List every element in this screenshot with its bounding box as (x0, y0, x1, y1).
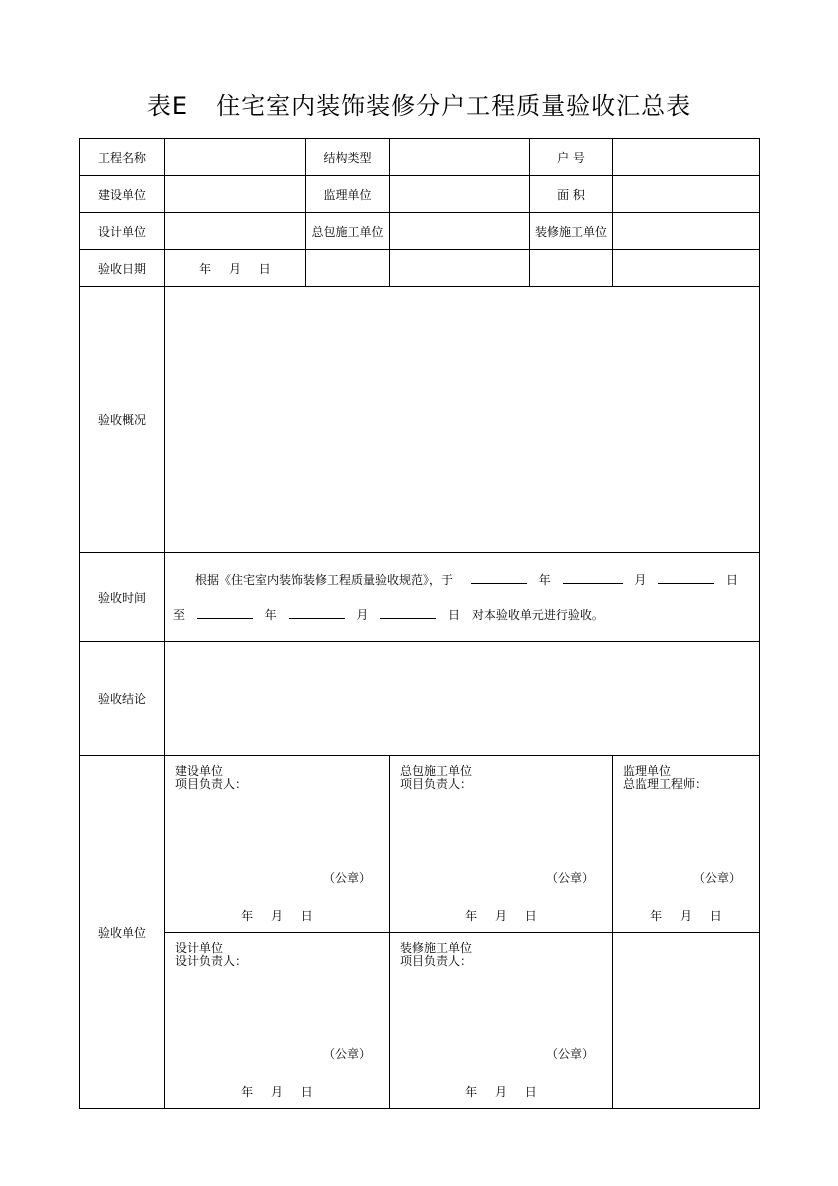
supervisor-sign-person: 总监理工程师： (623, 777, 708, 791)
accept-date-field[interactable] (165, 250, 306, 287)
acceptance-time-line2 (165, 606, 759, 623)
start-day-label: 日 (726, 573, 739, 587)
acceptance-summary-table (79, 138, 760, 1109)
accept-date-label: 验收日期 (80, 250, 165, 287)
row-signatures-1 (80, 756, 760, 933)
project-name-label: 工程名称 (80, 139, 165, 176)
general-contractor-sign-date: 年 月 日 (465, 909, 537, 923)
form-code: 表E (146, 92, 189, 120)
project-name-field[interactable] (165, 139, 306, 176)
end-year-blank[interactable] (197, 606, 253, 619)
designer-sign-person: 设计负责人： (175, 954, 248, 968)
supervisor-field[interactable] (390, 176, 530, 213)
builder-sign-name: 建设单位 (175, 764, 224, 778)
row-acceptance-time (80, 553, 760, 642)
designer-signature-block[interactable] (165, 933, 390, 1109)
decoration-contractor-sign-date: 年 月 日 (465, 1085, 537, 1099)
empty-signature-block[interactable] (613, 933, 760, 1109)
end-month-label: 月 (356, 608, 369, 622)
blank-cell[interactable] (390, 250, 530, 287)
end-month-blank[interactable] (289, 606, 345, 619)
blank-cell[interactable] (613, 250, 760, 287)
unit-no-field[interactable] (613, 139, 760, 176)
builder-label: 建设单位 (80, 176, 165, 213)
supervisor-sign-date: 年 月 日 (650, 909, 722, 923)
decoration-contractor-signature-block[interactable] (390, 933, 613, 1109)
general-contractor-sign-name: 总包施工单位 (400, 764, 473, 778)
start-year-label: 年 (538, 573, 551, 587)
form-title (0, 86, 838, 126)
structure-type-label: 结构类型 (306, 139, 390, 176)
row-builder (80, 176, 760, 213)
builder-seal: （公章） (322, 871, 371, 885)
row-designer (80, 213, 760, 250)
supervisor-sign-name: 监理单位 (623, 764, 672, 778)
unit-no-label: 户 号 (530, 139, 613, 176)
designer-field[interactable] (165, 213, 306, 250)
start-month-label: 月 (634, 573, 647, 587)
acceptance-time-label: 验收时间 (80, 553, 165, 642)
overview-label: 验收概况 (80, 287, 165, 553)
general-contractor-signature-block[interactable] (390, 756, 613, 933)
general-contractor-label: 总包施工单位 (306, 213, 390, 250)
decoration-contractor-sign-name: 装修施工单位 (400, 941, 473, 955)
row-conclusion (80, 642, 760, 756)
acceptance-time-intro: 根据《住宅室内装饰装修工程质量验收规范》，于 (195, 573, 454, 587)
end-day-label: 日 (448, 608, 461, 622)
blank-cell[interactable] (306, 250, 390, 287)
designer-seal: （公章） (322, 1047, 371, 1061)
acceptance-time-outro: 对本验收单元进行验收。 (471, 608, 604, 622)
supervisor-seal: （公章） (692, 871, 741, 885)
row-project (80, 139, 760, 176)
supervisor-signature-block[interactable] (613, 756, 760, 933)
acceptance-time-to: 至 (173, 608, 186, 622)
supervisor-label: 监理单位 (306, 176, 390, 213)
builder-signature-block[interactable] (165, 756, 390, 933)
acceptance-time-line1 (165, 571, 759, 588)
conclusion-label: 验收结论 (80, 642, 165, 756)
accept-date-placeholder: 年 月 日 (199, 261, 271, 276)
form-title-text: 住宅室内装饰装修分户工程质量验收汇总表 (216, 92, 692, 120)
designer-sign-name: 设计单位 (175, 941, 224, 955)
row-signatures-2 (80, 933, 760, 1109)
structure-type-field[interactable] (390, 139, 530, 176)
end-day-blank[interactable] (380, 606, 436, 619)
designer-sign-date: 年 月 日 (241, 1085, 313, 1099)
general-contractor-field[interactable] (390, 213, 530, 250)
conclusion-content[interactable] (165, 642, 760, 756)
decoration-contractor-seal: （公章） (545, 1047, 594, 1061)
acceptance-time-content (165, 553, 760, 642)
start-year-blank[interactable] (471, 571, 527, 584)
general-contractor-sign-person: 项目负责人： (400, 777, 473, 791)
acceptance-units-label: 验收单位 (80, 756, 165, 1109)
area-label: 面 积 (530, 176, 613, 213)
start-month-blank[interactable] (563, 571, 623, 584)
blank-cell[interactable] (530, 250, 613, 287)
builder-field[interactable] (165, 176, 306, 213)
row-overview (80, 287, 760, 553)
decoration-contractor-sign-person: 项目负责人： (400, 954, 473, 968)
builder-sign-person: 项目负责人： (175, 777, 248, 791)
general-contractor-seal: （公章） (545, 871, 594, 885)
end-year-label: 年 (264, 608, 277, 622)
start-day-blank[interactable] (658, 571, 714, 584)
decoration-contractor-label: 装修施工单位 (530, 213, 613, 250)
builder-sign-date: 年 月 日 (241, 909, 313, 923)
row-accept-date (80, 250, 760, 287)
decoration-contractor-field[interactable] (613, 213, 760, 250)
designer-label: 设计单位 (80, 213, 165, 250)
overview-content[interactable] (165, 287, 760, 553)
area-field[interactable] (613, 176, 760, 213)
